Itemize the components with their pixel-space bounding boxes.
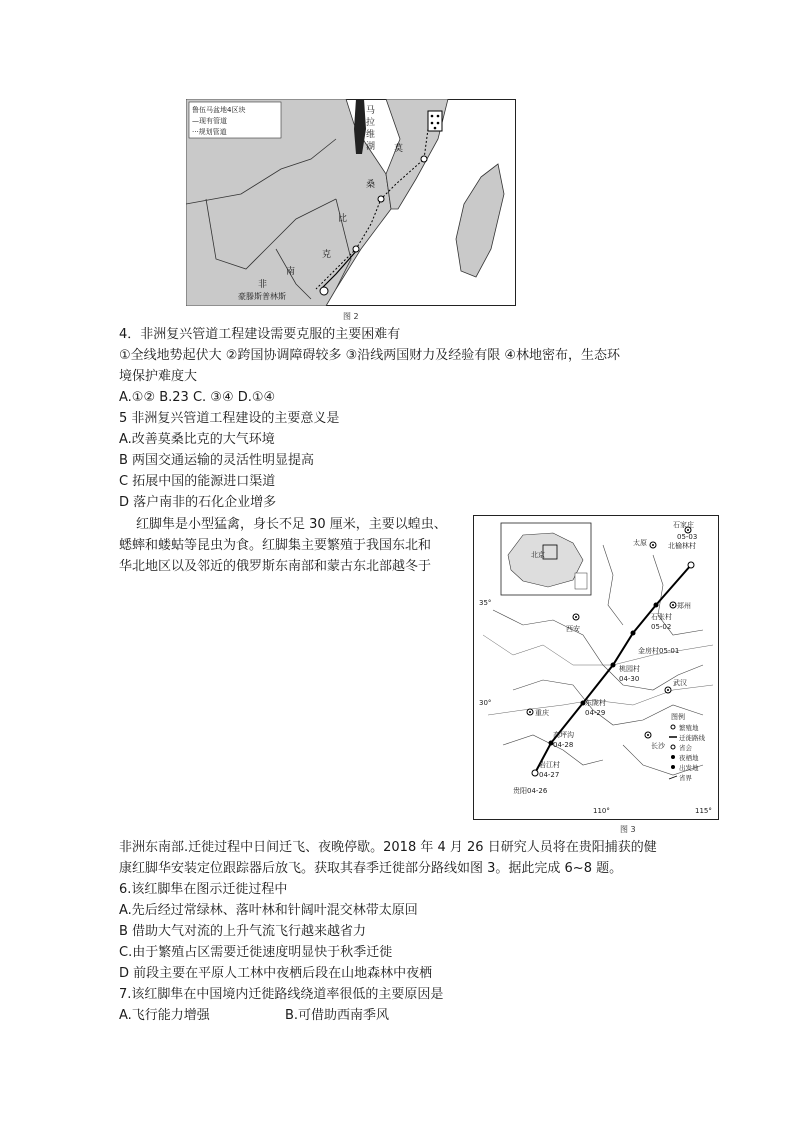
stop-shizhang-date: 05-02 bbox=[651, 623, 672, 631]
stop-jinfang: 金房村05-01 bbox=[638, 647, 680, 655]
stop-guiyang: 贵阳04-26 bbox=[513, 787, 548, 795]
stop-yanjiang-date: 04-27 bbox=[539, 771, 560, 779]
label-la: 拉 bbox=[366, 118, 376, 128]
legend-planned: ···规划管道 bbox=[192, 128, 227, 136]
q5-stem: 5 非洲复兴管道工程建设的主要意义是 bbox=[119, 411, 340, 426]
label-bi: 比 bbox=[338, 214, 348, 224]
q7-option-a: A.飞行能力增强 bbox=[119, 1008, 210, 1023]
figure-3-caption: 图 3 bbox=[620, 825, 636, 834]
city-wuhan: 武汉 bbox=[673, 679, 687, 687]
legend-departure: 出发地 bbox=[679, 764, 699, 772]
passage-line-1: 红脚隼是小型猛禽，身长不足 30 厘米，主要以蝗虫、 bbox=[136, 517, 447, 532]
stop-taoyuan: 桃园村 bbox=[619, 665, 640, 673]
label-city: 豪滕斯普林斯 bbox=[238, 292, 286, 301]
stop-gaoping-date: 04-28 bbox=[553, 741, 574, 749]
legend-block: 鲁伍马盆地4区块 bbox=[192, 106, 246, 114]
stop-shizhang: 石张村 bbox=[651, 613, 672, 621]
legend-roost: 夜栖地 bbox=[679, 754, 699, 762]
q6-stem: 6.该红脚隼在图示迁徙过程中 bbox=[119, 882, 288, 897]
label-wei: 维 bbox=[366, 130, 376, 140]
legend-route: 迁徙路线 bbox=[679, 734, 705, 742]
label-mo: 莫 bbox=[394, 144, 404, 154]
city-chongqing: 重庆 bbox=[535, 709, 549, 717]
q5-option-a: A.改善莫桑比克的大气环境 bbox=[119, 432, 275, 447]
passage-line-2: 蟋蟀和蝼蛄等昆虫为食。红脚集主要繁殖于我国东北和 bbox=[119, 538, 432, 553]
label-hu: 湖 bbox=[366, 142, 376, 152]
stop-donglong: 东陇村 bbox=[585, 699, 606, 707]
legend-border: 省界 bbox=[679, 774, 692, 782]
legend-breeding: 繁殖地 bbox=[679, 724, 699, 732]
q6-option-b: B 借助大气对流的上升气流飞行越来越省力 bbox=[119, 924, 367, 939]
q4-options-line1: ①全线地势起伏大 ②跨国协调障碍较多 ③沿线两国财力及经验有限 ④林地密布，生态环 bbox=[119, 348, 621, 363]
lat-35: 35° bbox=[479, 599, 492, 607]
label-ma: 马 bbox=[366, 106, 376, 116]
stop-yanjiang: 岩江村 bbox=[539, 761, 560, 769]
q5-option-d: D 落户南非的石化企业增多 bbox=[119, 495, 277, 510]
figure-2-caption: 图 2 bbox=[343, 312, 359, 321]
figure-3-map bbox=[473, 515, 719, 820]
q5-option-b: B 两国交通运输的灵活性明显提高 bbox=[119, 453, 315, 468]
city-taiyuan: 太原 bbox=[633, 539, 647, 547]
lon-115: 115° bbox=[695, 807, 712, 815]
passage-line-4: 非洲东南部.迁徙过程中日间迁飞、夜晚停歇。2018 年 4 月 26 日研究人员将在贵阳捕获的健 bbox=[119, 840, 657, 855]
label-fei: 非 bbox=[258, 280, 268, 290]
passage-line-3: 华北地区以及邻近的俄罗斯东南部和蒙古东北部越冬于 bbox=[119, 559, 432, 574]
label-ke: 克 bbox=[322, 250, 332, 260]
stop-gaoping: 高坪沟 bbox=[553, 731, 574, 739]
inset-label: 北京 bbox=[531, 551, 545, 559]
q4-options-line2: 境保护难度大 bbox=[119, 369, 198, 384]
passage-line-5: 康红脚华安装定位跟踪器后放飞。获取其春季迁徙部分路线如图 3。据此完成 6~8 题。 bbox=[119, 861, 623, 876]
city-xian: 西安 bbox=[566, 625, 580, 633]
q6-option-c: C.由于繁殖占区需要迁徙速度明显快于秋季迁徙 bbox=[119, 945, 393, 960]
stop-donglong-date: 04-29 bbox=[585, 709, 606, 717]
q6-option-d: D 前段主要在平原人工林中夜栖后段在山地森林中夜栖 bbox=[119, 966, 433, 981]
stop-beiyulin: 北榆林村 bbox=[668, 542, 696, 550]
q4-choices: A.①② B.23 C. ③④ D.①④ bbox=[119, 390, 276, 405]
lat-30: 30° bbox=[479, 699, 492, 707]
q7-stem: 7.该红脚隼在中国境内迁徙路线绕道率很低的主要原因是 bbox=[119, 987, 444, 1002]
label-sang: 桑 bbox=[366, 180, 376, 190]
city-changsha: 长沙 bbox=[651, 742, 665, 750]
figure-2-map bbox=[186, 99, 516, 306]
city-zhengzhou: 郑州 bbox=[677, 602, 691, 610]
stop-taoyuan-date: 04-30 bbox=[619, 675, 640, 683]
legend-capital: 省会 bbox=[679, 744, 692, 752]
q5-option-c: C 拓展中国的能源进口渠道 bbox=[119, 474, 276, 489]
legend-title: 图例 bbox=[671, 713, 685, 721]
label-nan: 南 bbox=[286, 267, 296, 277]
city-shijiazhuang: 石家庄 bbox=[673, 521, 694, 529]
legend-existing: —现有管道 bbox=[192, 117, 227, 125]
lon-110: 110° bbox=[593, 807, 610, 815]
q4-stem: 4．非洲复兴管道工程建设需要克服的主要困难有 bbox=[119, 327, 401, 342]
q6-option-a: A.先后经过常绿林、落叶林和针阔叶混交林带太原回 bbox=[119, 903, 418, 918]
q7-option-b: B.可借助西南季风 bbox=[285, 1008, 390, 1023]
stop-beiyulin-date: 05-03 bbox=[677, 533, 698, 541]
